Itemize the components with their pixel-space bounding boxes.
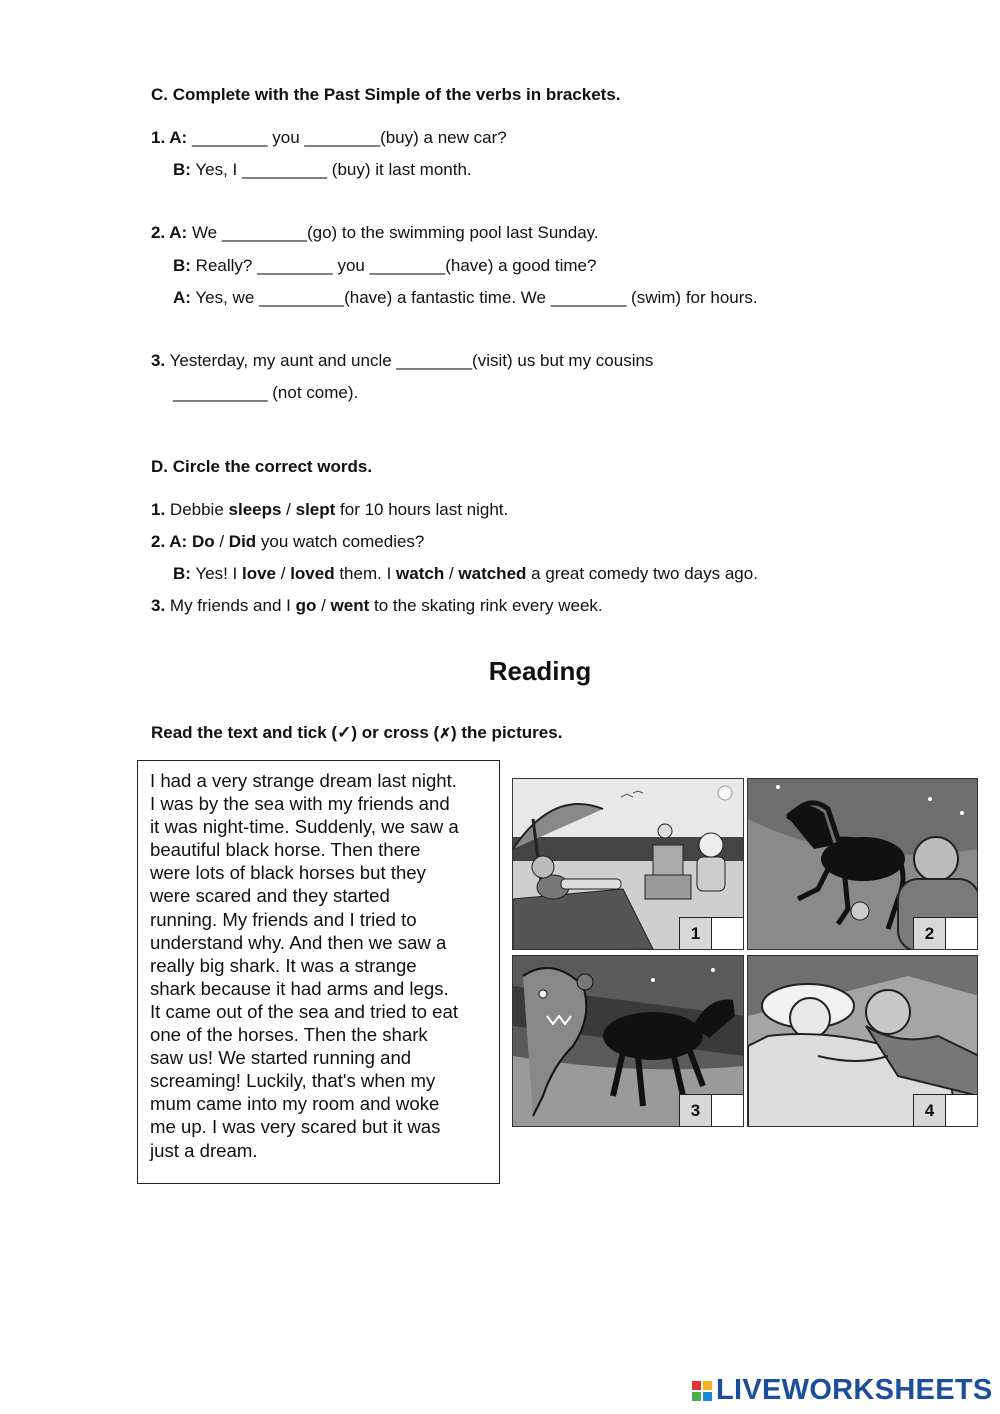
story-text: I had a very strange dream last night. I was by the sea with my friends and it was night-time. Suddenly, we saw a beautiful black horse. Then there were lots of black horses but they were scared and they started running. My friends and I tried to understand why. And then we saw a really big shark. It was a strange shark because it had arms and legs. It came out of the sea and tried to eat one of the horses. Then the shark saw us! We started running and screaming! Luckily, that's when my mum came into my room and woke me up. I was very scared but it was just a dream. [150, 770, 459, 1161]
reading-instruction [151, 723, 562, 743]
picture-2-answer [913, 917, 977, 949]
c-q3-line-2: __________ (not come). [173, 383, 359, 402]
section-d-heading: D. Circle the correct words. [151, 457, 373, 476]
c-q2-number: 2. A: [151, 223, 188, 242]
d-q2-b-text-2: them. I [334, 564, 397, 583]
picture-4-number: 4 [914, 1095, 946, 1126]
d-q2-option-watch[interactable]: watch [396, 564, 445, 583]
d-q1-text-2: for 10 hours last night. [335, 500, 509, 519]
c-q2-b-text: Really? ________ you ________(have) a good time? [190, 256, 597, 275]
picture-1-number: 1 [680, 918, 712, 949]
story-box [137, 760, 500, 1184]
liveworksheets-logo [692, 1374, 993, 1407]
liveworksheets-logo-icon [692, 1381, 712, 1401]
picture-2-answer-box[interactable] [946, 918, 977, 949]
picture-4-answer-box[interactable] [946, 1095, 977, 1126]
c-q2-a-text: We _________(go) to the swimming pool last Sunday. [187, 223, 599, 242]
d-q2-b-text-3: a great comedy two days ago. [526, 564, 758, 583]
cross-symbol-icon: ✗ [439, 725, 451, 741]
c-q1-b-line [173, 160, 472, 180]
d-q1-option-sleeps[interactable]: sleeps [228, 500, 282, 519]
d-q2-option-do[interactable]: Do [191, 532, 215, 551]
c-q2-b-line [173, 256, 596, 276]
instruction-part-3: ) the pictures. [450, 723, 563, 742]
picture-3-answer-box[interactable] [712, 1095, 743, 1126]
d-q1-number: 1. [151, 500, 166, 519]
picture-1-answer-box[interactable] [712, 918, 743, 949]
picture-4-answer [913, 1094, 977, 1126]
picture-1-answer [679, 917, 743, 949]
d-q1-option-slept[interactable]: slept [295, 500, 336, 519]
section-c-heading: C. Complete with the Past Simple of the verbs in brackets. [151, 85, 621, 104]
picture-3-number: 3 [680, 1095, 712, 1126]
c-q3-number: 3. [151, 351, 166, 370]
picture-2 [747, 778, 978, 950]
picture-3 [512, 955, 744, 1127]
d-q2-separator: / [214, 532, 229, 551]
d-q3-text-1: My friends and I [165, 596, 296, 615]
c-q3-line-1 [151, 351, 653, 371]
c-q1-a-line [151, 128, 507, 148]
d-q2-b-line [173, 564, 758, 584]
c-q2-a2-label: A: [173, 288, 191, 307]
c-q2-a-line [151, 223, 599, 243]
d-q3-line [151, 596, 603, 616]
picture-2-number: 2 [914, 918, 946, 949]
c-q3-text-1: Yesterday, my aunt and uncle ________(visit) us but my cousins [165, 351, 654, 370]
d-q3-option-went[interactable]: went [330, 596, 370, 615]
c-q1-a-text: ________ you ________(buy) a new car? [187, 128, 507, 147]
reading-title: Reading [488, 656, 592, 686]
d-q3-option-go[interactable]: go [295, 596, 317, 615]
c-q1-b-text: Yes, I _________ (buy) it last month. [190, 160, 472, 179]
d-q2-text: you watch comedies? [256, 532, 425, 551]
d-q2-number: 2. A: [151, 532, 188, 551]
picture-3-answer [679, 1094, 743, 1126]
liveworksheets-logo-text: LIVEWORKSHEETS [716, 1374, 993, 1406]
instruction-part-2: ) or cross ( [351, 723, 440, 742]
d-q3-number: 3. [151, 596, 166, 615]
d-q2-option-loved[interactable]: loved [290, 564, 335, 583]
d-q2-option-did[interactable]: Did [228, 532, 257, 551]
d-q2-b-separator-2: / [444, 564, 459, 583]
d-q2-b-separator-1: / [276, 564, 291, 583]
c-q2-b-label: B: [173, 256, 191, 275]
d-q3-separator: / [316, 596, 331, 615]
d-q2-b-text-1: Yes! I [190, 564, 242, 583]
d-q3-text-2: to the skating rink every week. [369, 596, 603, 615]
d-q2-option-love[interactable]: love [242, 564, 277, 583]
d-q2-a-line [151, 532, 424, 552]
d-q2-option-watched[interactable]: watched [458, 564, 527, 583]
picture-4 [747, 955, 978, 1127]
d-q1-text-1: Debbie [165, 500, 229, 519]
d-q2-b-label: B: [173, 564, 191, 583]
d-q1-separator: / [281, 500, 296, 519]
d-q1-line [151, 500, 508, 520]
c-q1-number: 1. A: [151, 128, 188, 147]
c-q1-b-label: B: [173, 160, 191, 179]
c-q2-a2-text: Yes, we _________(have) a fantastic time. We ________ (swim) for hours. [190, 288, 758, 307]
instruction-part-1: Read the text and tick ( [151, 723, 338, 742]
tick-symbol-icon: ✓ [337, 723, 352, 742]
c-q2-a2-line [173, 288, 758, 308]
picture-1 [512, 778, 744, 950]
